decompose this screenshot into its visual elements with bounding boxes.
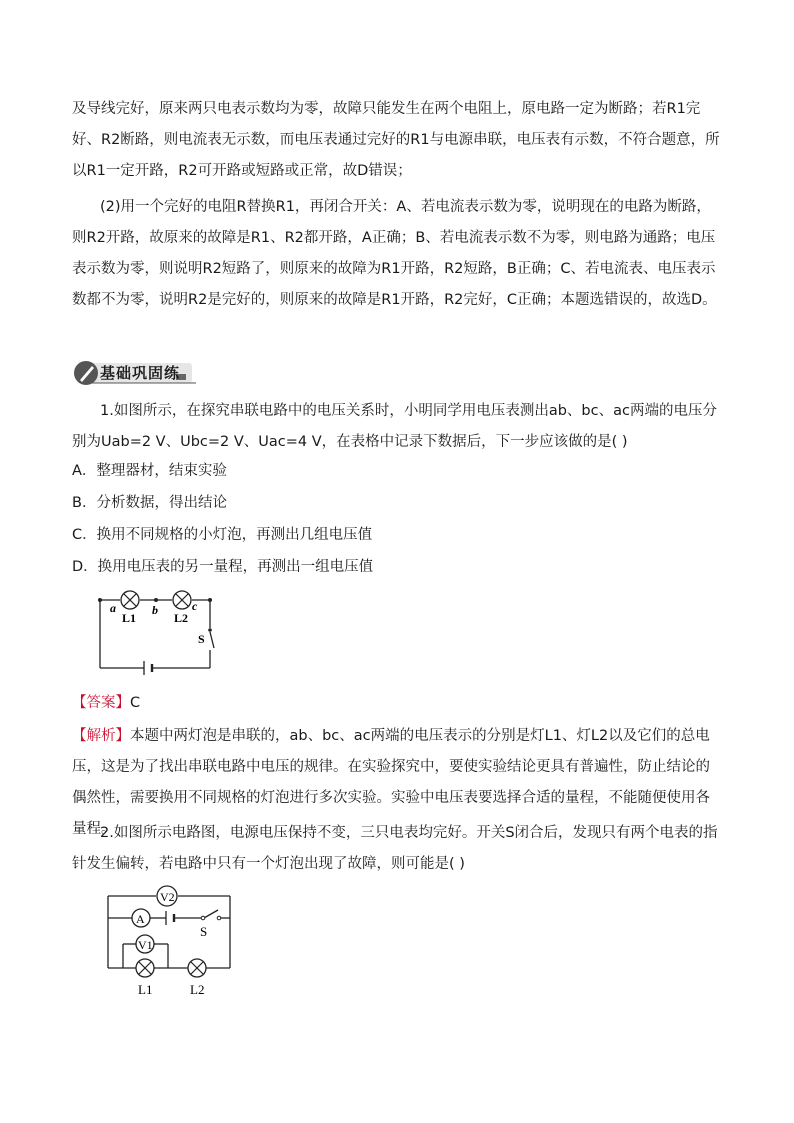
q1-answer: [72, 692, 140, 714]
switch-icon: [201, 916, 205, 920]
q1-label-l2: L2: [174, 611, 189, 625]
ammeter-icon: [132, 909, 150, 927]
voltmeter-v2-icon: [157, 886, 177, 906]
answer-value: C: [130, 695, 141, 711]
lamp-l1-icon: [121, 591, 139, 609]
analysis-tag: 【解析】: [72, 728, 130, 744]
q2-label-v2: V2: [160, 890, 175, 904]
q1-circuit-diagram: [92, 590, 228, 676]
solution-paragraph-2: [72, 192, 724, 316]
section-badge: [72, 359, 196, 387]
q1-stem: [72, 396, 724, 458]
solution-p2-text: (2)用一个完好的电阻R替换R1，再闭合开关：A、若电流表示数为零，说明现在的电路为断路，则R2开路，故原来的故障是R1、R2都开路，A正确；B、若电流表示数不为零，则电路为通路；电压表示数为零，则说明R2短路了，则原来的故障为R1开路，R2短路，B正确；C、若电流表、电压表示数都不为零，说明R2是完好的，则原来的故障是R1开路，R2完好，C正确；本题选错误的，故选D。: [72, 199, 717, 308]
q2-stem: [72, 818, 724, 880]
voltmeter-v1-icon: [136, 935, 154, 953]
q1-option-c: C．换用不同规格的小灯泡，再测出几组电压值: [72, 527, 373, 543]
q2-label-a: A: [136, 912, 145, 926]
switch-pivot-icon: [208, 628, 212, 632]
q2-label-l2: L2: [190, 982, 205, 997]
q1-option-b: B．分析数据，得出结论: [72, 495, 227, 511]
q1-stem-text: 1.如图所示，在探究串联电路中的电压关系时，小明同学用电压表测出ab、bc、ac两端的电压分别为Uab=2 V、Ubc=2 V、Uac=4 V，在表格中记录下数据后，下一步应该做的是( ): [72, 403, 717, 450]
solution-paragraph-1: [72, 94, 724, 187]
q2-stem-text: 2.如图所示电路图，电源电压保持不变，三只电表均完好。开关S闭合后，发现只有两个电表的指针发生偏转，若电路中只有一个灯泡出现了故障，则可能是( ): [72, 825, 718, 872]
q2-circuit-diagram: [98, 882, 240, 1000]
q2-label-v1: V1: [138, 938, 153, 952]
lamp-l2-icon: [188, 959, 206, 977]
battery-icon: [144, 661, 152, 675]
battery-icon: [166, 911, 174, 925]
q1-label-s: S: [198, 632, 205, 646]
solution-p1-text: 及导线完好，原来两只电表示数均为零，故障只能发生在两个电阻上，原电路一定为断路；若R1完好、R2断路，则电流表无示数，而电压表通过完好的R1与电源串联，电压表有示数，不符合题意，所以R1一定开路，R2可开路或短路或正常，故D错误；: [72, 101, 720, 179]
analysis-text: 本题中两灯泡是串联的，ab、bc、ac两端的电压表示的分别是灯L1、灯L2以及它们的总电压，这是为了找出串联电路中电压的规律。在实验探究中，要使实验结论更具有普遍性，防止结论的偶然性，需要换用不同规格的灯泡进行多次实验。实验中电压表要选择合适的量程，不能随便使用各量程。: [72, 728, 710, 837]
answer-tag: 【答案】: [72, 695, 130, 711]
q2-label-s: S: [200, 924, 208, 939]
lamp-l2-icon: [173, 591, 191, 609]
q1-label-a: a: [110, 601, 116, 615]
q1-label-b: b: [152, 603, 158, 617]
q1-label-l1: L1: [122, 611, 137, 625]
section-title: 基础巩固练: [100, 364, 181, 382]
q1-option-a: A．整理器材，结束实验: [72, 463, 227, 479]
q1-option-d: D．换用电压表的另一量程，再测出一组电压值: [72, 559, 374, 575]
lamp-l1-icon: [136, 959, 154, 977]
q1-label-c: c: [192, 599, 198, 613]
q2-label-l1: L1: [138, 982, 153, 997]
